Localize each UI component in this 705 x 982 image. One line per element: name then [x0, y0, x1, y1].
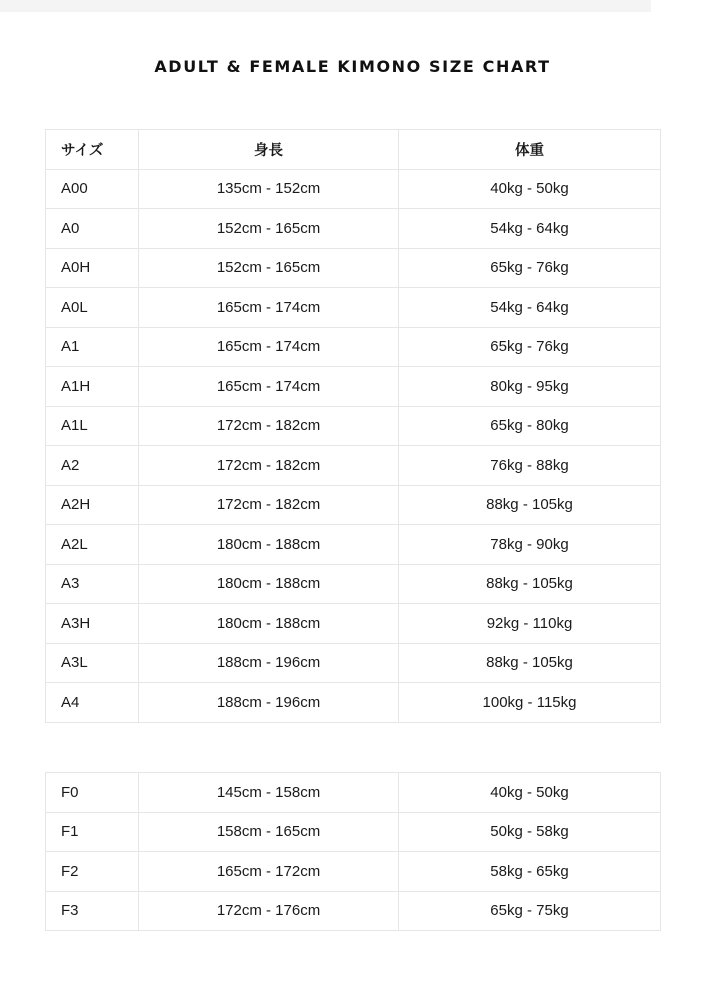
weight-cell: 54kg - 64kg: [399, 288, 661, 328]
size-cell: A0H: [46, 248, 139, 288]
size-cell: F2: [46, 852, 139, 892]
height-cell: 152cm - 165cm: [139, 248, 399, 288]
weight-cell: 40kg - 50kg: [399, 773, 661, 813]
table-row: [46, 812, 661, 852]
size-cell: A2: [46, 446, 139, 486]
size-cell: F1: [46, 812, 139, 852]
weight-cell: 78kg - 90kg: [399, 525, 661, 565]
page-title: ADULT & FEMALE KIMONO SIZE CHART: [154, 57, 551, 76]
weight-cell: 100kg - 115kg: [399, 683, 661, 723]
height-cell: 158cm - 165cm: [139, 812, 399, 852]
table-header-row: [46, 130, 661, 170]
weight-cell: 76kg - 88kg: [399, 446, 661, 486]
size-cell: A0L: [46, 288, 139, 328]
height-cell: 172cm - 176cm: [139, 891, 399, 931]
weight-cell: 92kg - 110kg: [399, 604, 661, 644]
weight-cell: 50kg - 58kg: [399, 812, 661, 852]
top-bar: [0, 0, 651, 12]
weight-cell: 88kg - 105kg: [399, 564, 661, 604]
height-cell: 165cm - 174cm: [139, 367, 399, 407]
height-cell: 188cm - 196cm: [139, 683, 399, 723]
table-row: [46, 604, 661, 644]
weight-cell: 40kg - 50kg: [399, 169, 661, 209]
height-cell: 172cm - 182cm: [139, 485, 399, 525]
weight-cell: 65kg - 80kg: [399, 406, 661, 446]
height-cell: 135cm - 152cm: [139, 169, 399, 209]
table-row: [46, 169, 661, 209]
table-row: [46, 367, 661, 407]
height-cell: 165cm - 174cm: [139, 288, 399, 328]
weight-cell: 88kg - 105kg: [399, 485, 661, 525]
size-cell: A1H: [46, 367, 139, 407]
size-cell: A3: [46, 564, 139, 604]
weight-cell: 65kg - 75kg: [399, 891, 661, 931]
size-cell: A3H: [46, 604, 139, 644]
table-row: [46, 683, 661, 723]
weight-cell: 88kg - 105kg: [399, 643, 661, 683]
table-row: [46, 891, 661, 931]
size-cell: A2L: [46, 525, 139, 565]
height-cell: 152cm - 165cm: [139, 209, 399, 249]
table-row: [46, 248, 661, 288]
height-cell: 180cm - 188cm: [139, 525, 399, 565]
table-row: [46, 209, 661, 249]
size-cell: F0: [46, 773, 139, 813]
table-row: [46, 446, 661, 486]
table-row: [46, 485, 661, 525]
size-cell: A1: [46, 327, 139, 367]
size-cell: A2H: [46, 485, 139, 525]
size-cell: A0: [46, 209, 139, 249]
table-row: [46, 643, 661, 683]
weight-cell: 80kg - 95kg: [399, 367, 661, 407]
size-cell: A00: [46, 169, 139, 209]
size-cell: A1L: [46, 406, 139, 446]
table-row: [46, 288, 661, 328]
weight-cell: 65kg - 76kg: [399, 327, 661, 367]
table-row: [46, 406, 661, 446]
table-row: [46, 327, 661, 367]
height-cell: 188cm - 196cm: [139, 643, 399, 683]
height-cell: 172cm - 182cm: [139, 446, 399, 486]
height-cell: 172cm - 182cm: [139, 406, 399, 446]
size-cell: F3: [46, 891, 139, 931]
height-cell: 165cm - 174cm: [139, 327, 399, 367]
weight-cell: 65kg - 76kg: [399, 248, 661, 288]
table-row: [46, 852, 661, 892]
height-cell: 180cm - 188cm: [139, 564, 399, 604]
height-cell: 180cm - 188cm: [139, 604, 399, 644]
weight-cell: 54kg - 64kg: [399, 209, 661, 249]
table-row: [46, 525, 661, 565]
height-cell: 165cm - 172cm: [139, 852, 399, 892]
female-size-table: [45, 772, 661, 931]
header-weight: 体重: [399, 130, 661, 170]
table-row: [46, 564, 661, 604]
size-cell: A3L: [46, 643, 139, 683]
height-cell: 145cm - 158cm: [139, 773, 399, 813]
header-height: 身長: [139, 130, 399, 170]
header-size: サイズ: [46, 130, 139, 170]
adult-size-table: [45, 129, 661, 723]
size-cell: A4: [46, 683, 139, 723]
weight-cell: 58kg - 65kg: [399, 852, 661, 892]
table-row: [46, 773, 661, 813]
